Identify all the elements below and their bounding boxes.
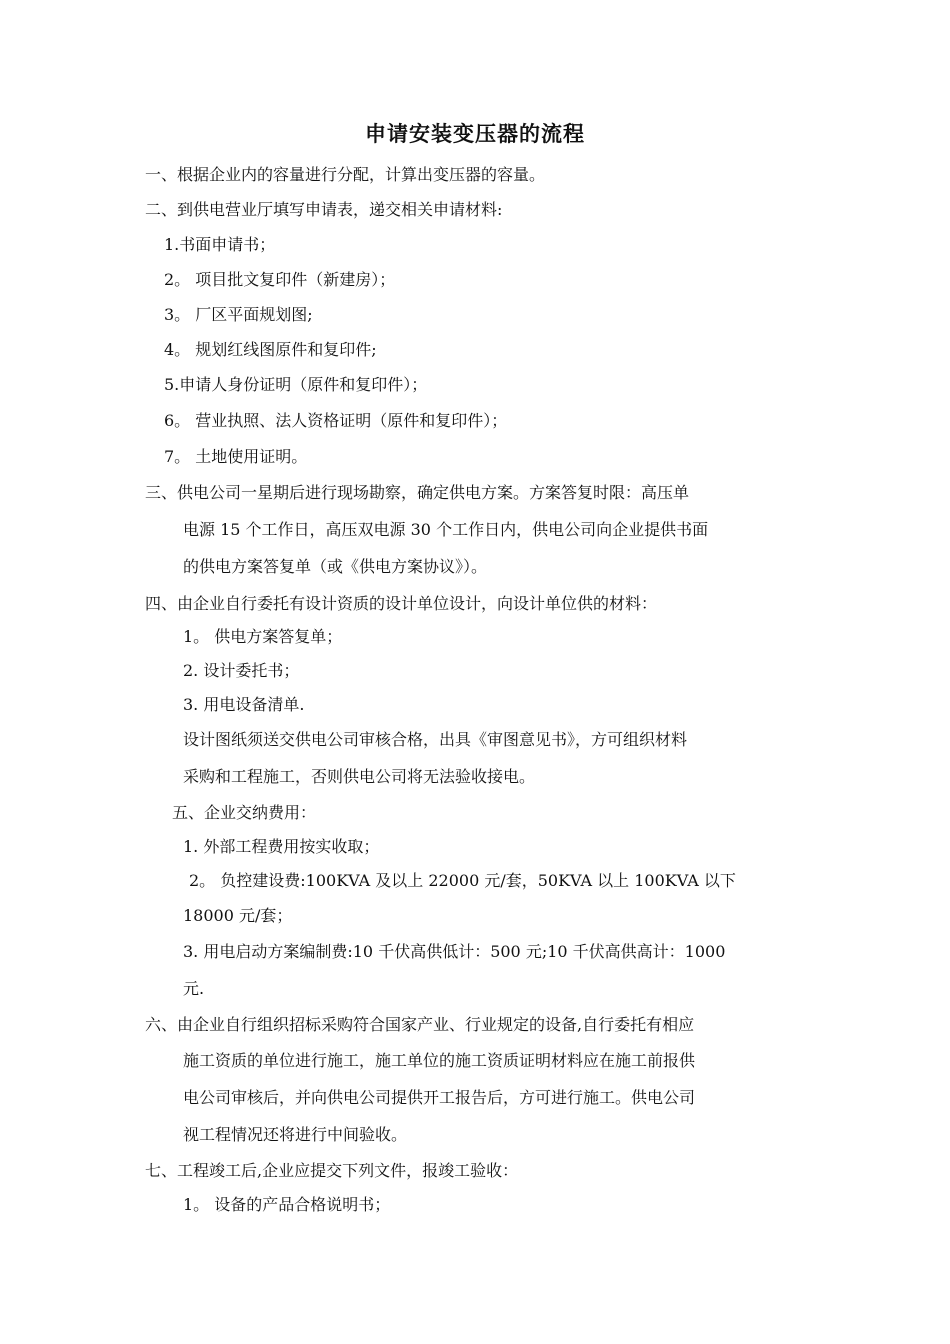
list-item: 5.申请人身份证明（原件和复印件）；	[164, 375, 428, 394]
list-item: 2. 设计委托书；	[183, 661, 300, 680]
paragraph-line: 四、由企业自行委托有设计资质的设计单位设计，向设计单位供的材料：	[145, 594, 658, 613]
list-item: 1.书面申请书；	[164, 235, 276, 254]
paragraph-line: 采购和工程施工，否则供电公司将无法验收接电。	[183, 767, 536, 786]
list-item: 7。 土地使用证明。	[164, 447, 308, 466]
document-title: 申请安装变压器的流程	[365, 122, 585, 146]
paragraph-line: 三、供电公司一星期后进行现场勘察，确定供电方案。方案答复时限：高压单	[145, 483, 690, 502]
paragraph-line: 一、根据企业内的容量进行分配，计算出变压器的容量。	[145, 165, 546, 184]
list-item: 4。 规划红线图原件和复印件;	[164, 340, 377, 359]
list-item: 1。 供电方案答复单；	[183, 627, 343, 646]
list-item: 1. 外部工程费用按实收取；	[183, 837, 380, 856]
paragraph-line: 电源 15 个工作日，高压双电源 30 个工作日内，供电公司向企业提供书面	[183, 520, 709, 539]
paragraph-line: 七、工程竣工后,企业应提交下列文件，报竣工验收：	[145, 1161, 519, 1180]
paragraph-line: 二、到供电营业厅填写申请表，递交相关申请材料:	[145, 200, 503, 219]
paragraph-line: 六、由企业自行组织招标采购符合国家产业、行业规定的设备,自行委托有相应	[145, 1015, 695, 1034]
list-item: 6。 营业执照、法人资格证明（原件和复印件）；	[164, 411, 508, 430]
list-item: 3. 用电启动方案编制费:10 千伏高供低计：500 元;10 千伏高供高计：1000	[183, 942, 726, 961]
paragraph-line: 18000 元/套；	[183, 906, 293, 925]
paragraph-line: 元.	[183, 979, 205, 998]
list-item: 2。 项目批文复印件（新建房）；	[164, 270, 396, 289]
paragraph-line: 设计图纸须送交供电公司审核合格，出具《审图意见书》，方可组织材料	[183, 730, 688, 749]
list-item: 3。 厂区平面规划图;	[164, 305, 313, 324]
paragraph-line: 五、企业交纳费用：	[172, 803, 317, 822]
list-item: 1。 设备的产品合格说明书；	[183, 1195, 391, 1214]
list-item: 2。 负控建设费:100KVA 及以上 22000 元/套，50KVA 以上 100KVA 以下	[189, 871, 736, 890]
paragraph-line: 施工资质的单位进行施工，施工单位的施工资质证明材料应在施工前报供	[183, 1051, 696, 1070]
list-item: 3. 用电设备清单.	[183, 695, 305, 714]
paragraph-line: 视工程情况还将进行中间验收。	[183, 1125, 408, 1144]
paragraph-line: 的供电方案答复单（或《供电方案协议》）。	[183, 557, 488, 576]
paragraph-line: 电公司审核后，并向供电公司提供开工报告后，方可进行施工。供电公司	[183, 1088, 696, 1107]
